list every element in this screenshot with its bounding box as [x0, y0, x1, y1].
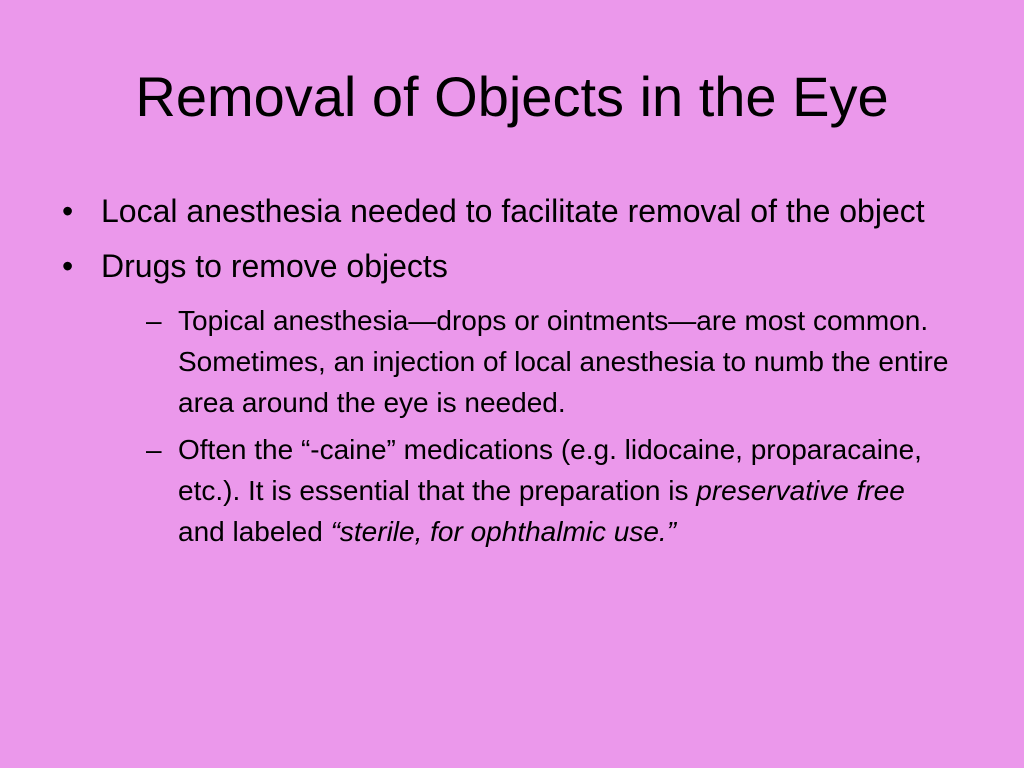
subbullet-text: Topical anesthesia—drops or ointments—are most common. Sometimes, an injection of local anesthesia to numb the entire area around the eye is needed. [178, 305, 949, 418]
bullet-text: Local anesthesia needed to facilitate removal of the object [101, 193, 925, 229]
slide-title: Removal of Objects in the Eye [135, 65, 889, 128]
subbullet-topical-anesthesia [146, 300, 958, 423]
bullet-drugs [58, 245, 958, 288]
subbullet-mark: – [146, 305, 162, 336]
slide-content [58, 190, 958, 558]
bullet-text: Drugs to remove objects [101, 248, 448, 284]
subbullet-mark: – [146, 434, 162, 465]
subbullet-italic-sterile: “sterile, for ophthalmic use.” [330, 516, 677, 547]
subbullet-italic-preservative-free: preservative free [696, 475, 905, 506]
subbullet-text-part2: and labeled [178, 516, 331, 547]
subbullet-caine-medications [146, 429, 958, 552]
bullet-mark: • [62, 193, 74, 229]
bullet-local-anesthesia [58, 190, 958, 233]
subbullet-text-part1: Often the “-caine” medications (e.g. lidocaine, proparacaine, etc.). It is essential that the preparation is [178, 434, 922, 506]
bullet-mark: • [62, 248, 74, 284]
